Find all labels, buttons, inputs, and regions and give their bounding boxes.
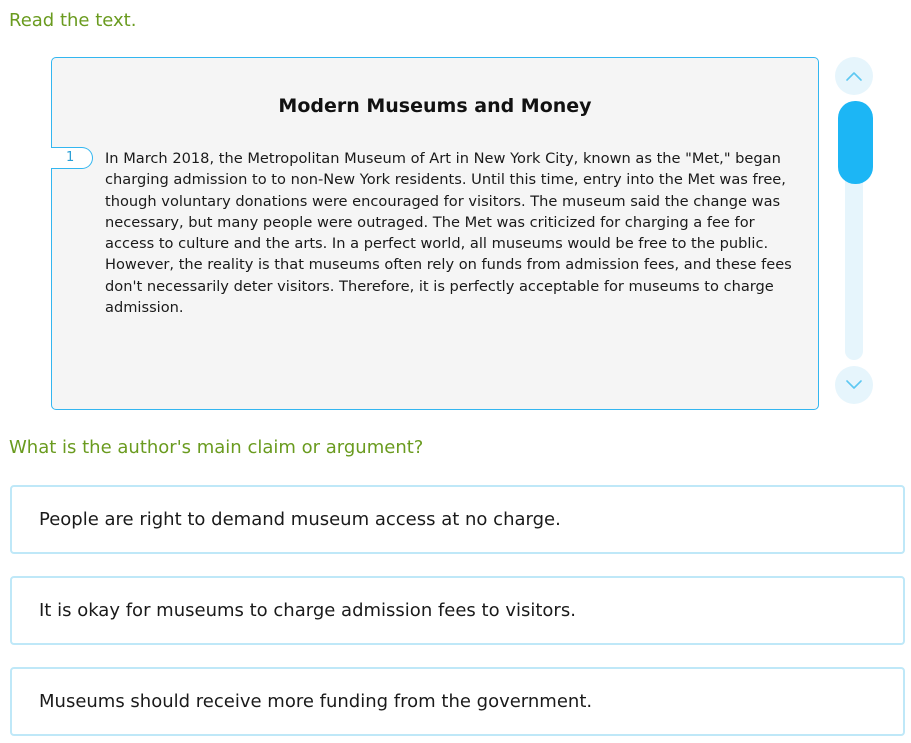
scroll-up-button[interactable] [835,57,873,95]
chevron-down-icon [845,379,863,391]
answer-option-1[interactable] [10,485,905,554]
passage-paragraph: In March 2018, the Metropolitan Museum of Art in New York City, known as the "Met," began charging admission to to non-New York residents. Until this time, entry into the Met was free, though voluntary donations were encouraged for visitors. The museum said the change was necessary, but many people were outraged. The Met was criticized for charging a fee for access to culture and the arts. In a perfect world, all museums would be free to the public. However, the reality is that museums often rely on funds from admission fees, and these fees don't necessarily deter visitors. Therefore, it is perfectly acceptable for museums to charge admission. [105,150,792,317]
passage-panel [51,57,819,410]
chevron-up-icon [845,70,863,82]
scroll-down-button[interactable] [835,366,873,404]
answer-option-2[interactable] [10,576,905,645]
answer-option-label: People are right to demand museum access at no charge. [39,508,561,530]
answer-option-label: Museums should receive more funding from the government. [39,690,593,712]
paragraph-number-badge: 1 [51,147,93,169]
answer-option-3[interactable] [10,667,905,736]
passage-title: Modern Museums and Money [278,95,592,117]
instruction-text: Read the text. [9,10,137,31]
scrollbar-thumb[interactable] [838,101,873,184]
question-prompt: What is the author's main claim or argument? [9,437,424,458]
answer-option-label: It is okay for museums to charge admission fees to visitors. [39,599,576,621]
